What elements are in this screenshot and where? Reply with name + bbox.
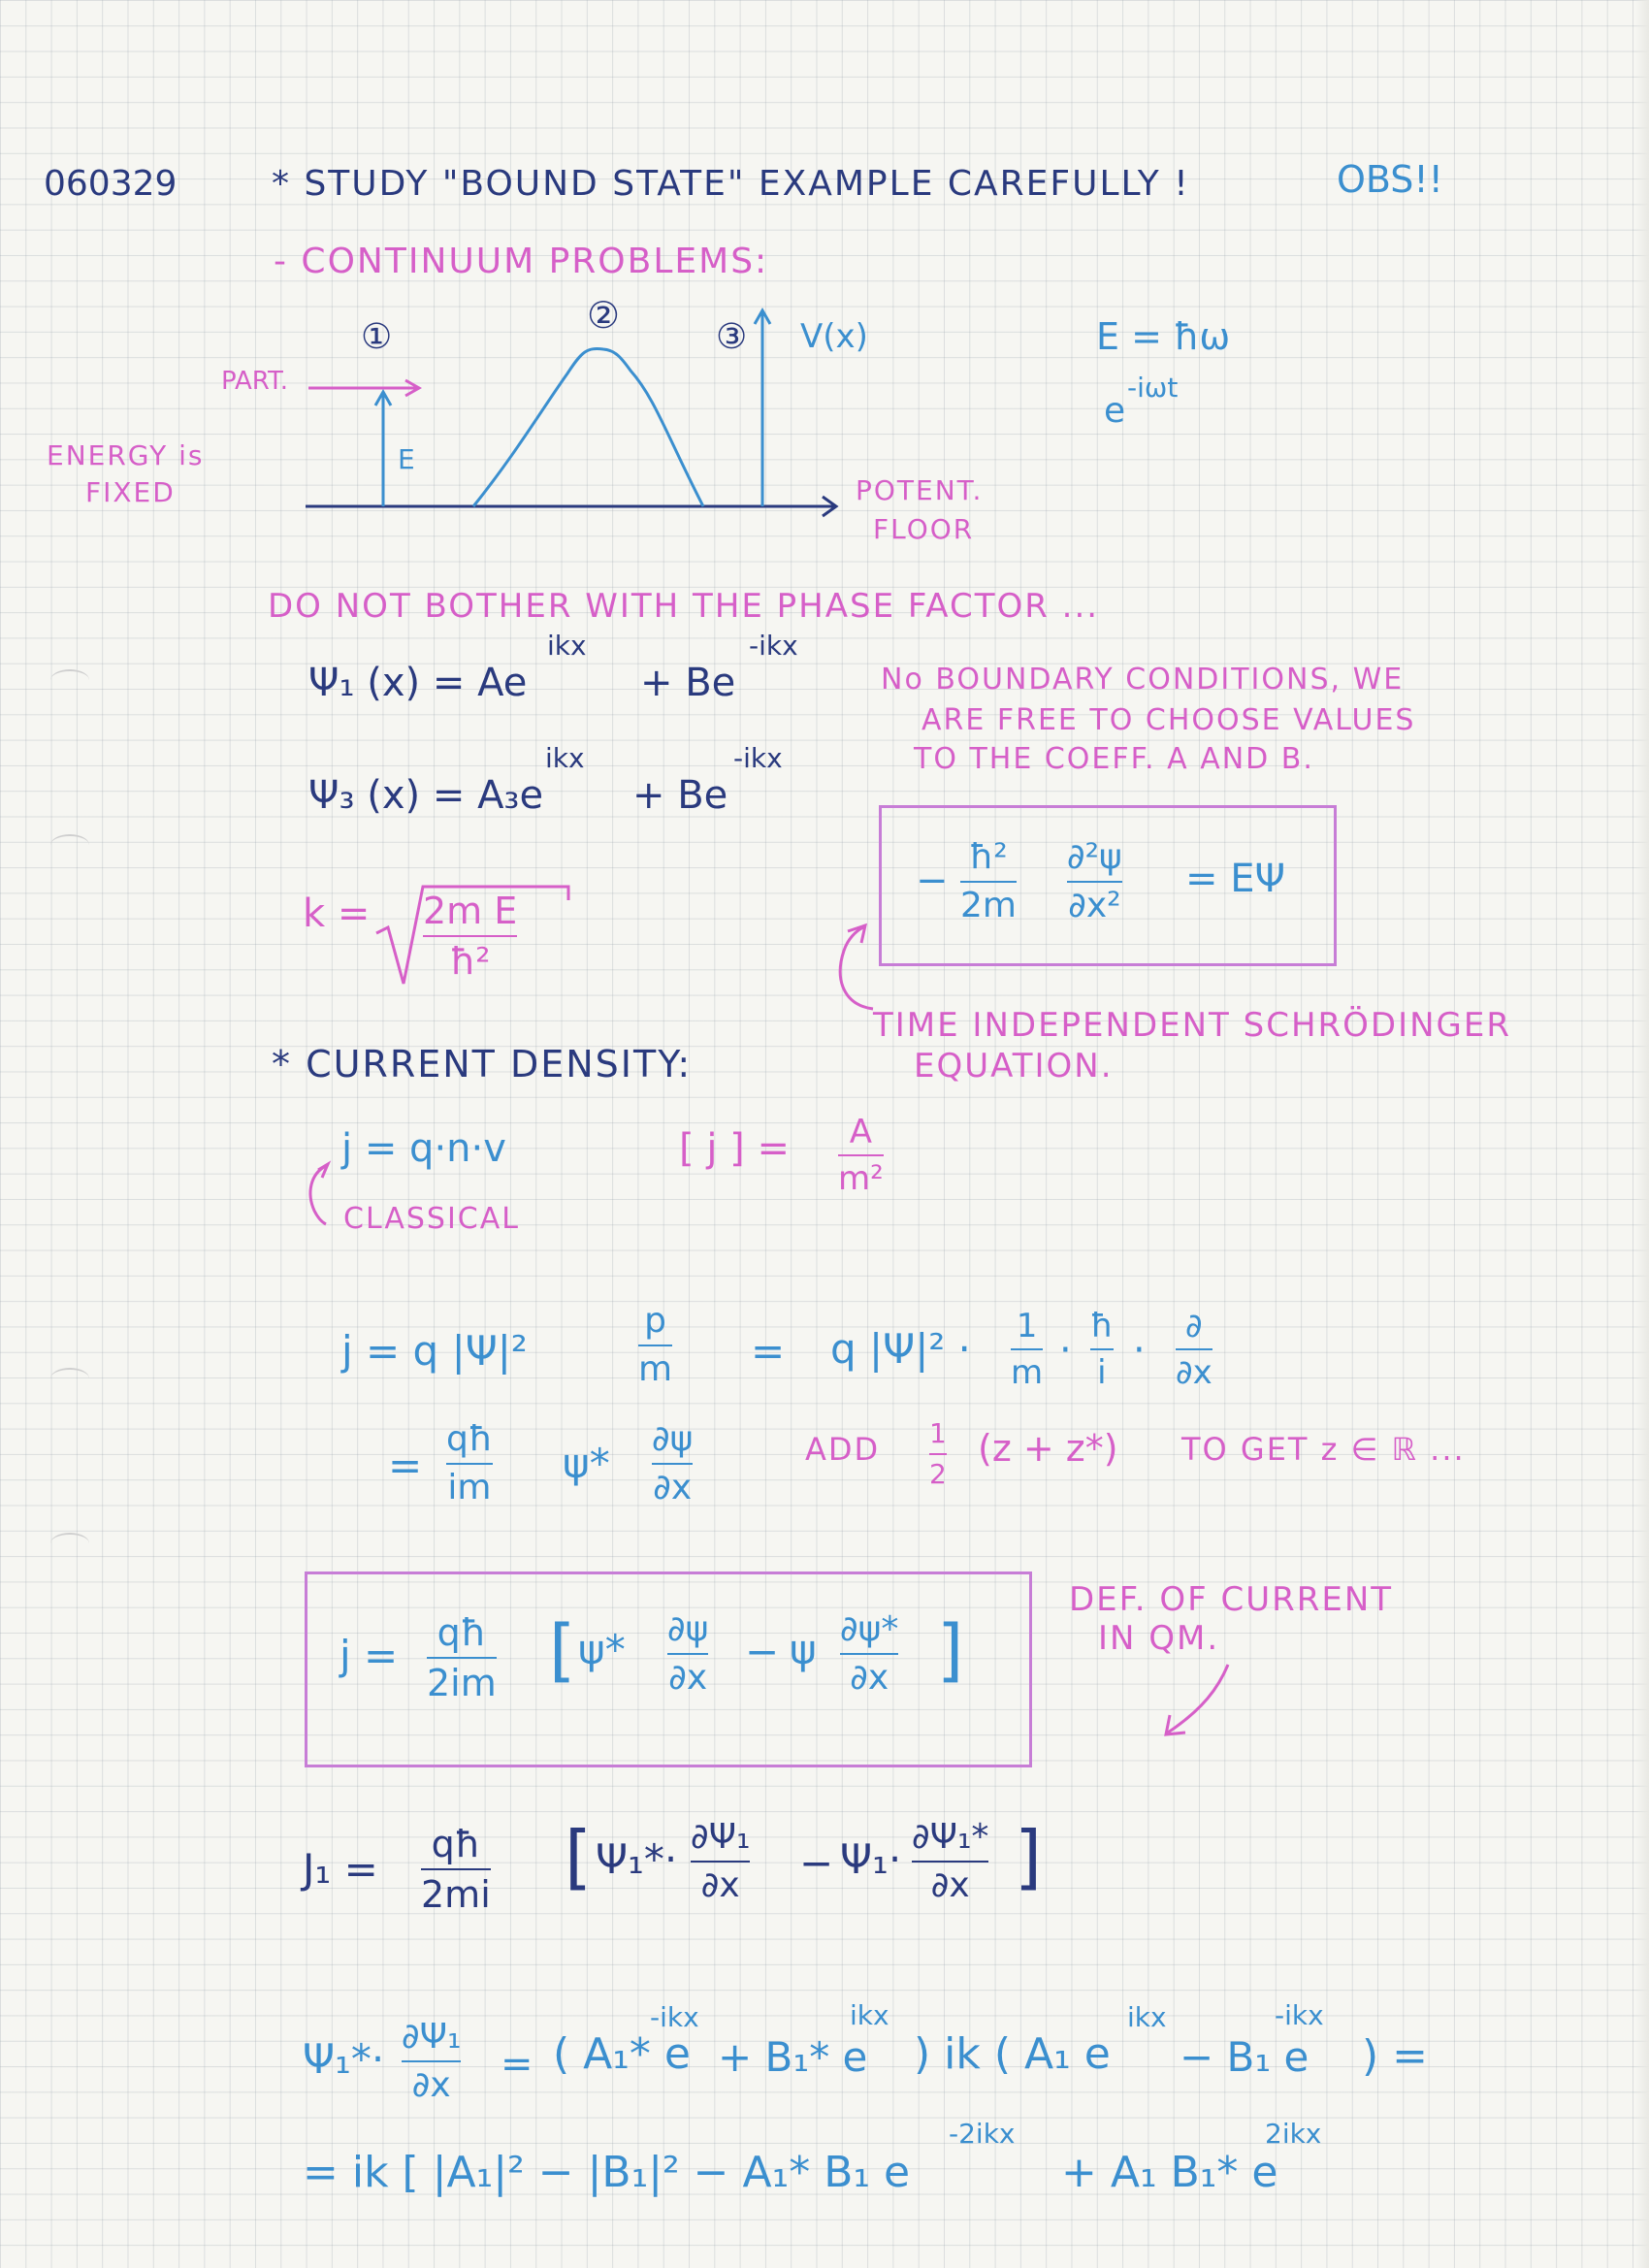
qm-dbar1 xyxy=(667,1653,708,1655)
j-eq1-m: m xyxy=(638,1349,673,1389)
qm-bar xyxy=(427,1657,497,1659)
continuum-heading: - CONTINUUM PROBLEMS: xyxy=(274,242,769,281)
energy-label: E xyxy=(398,443,415,475)
half-fraction xyxy=(929,1417,947,1490)
expand1-derivative xyxy=(402,2017,462,2105)
unit-numerator: A xyxy=(849,1113,872,1151)
half-num: 1 xyxy=(929,1417,947,1449)
binder-hole xyxy=(50,1368,89,1389)
phase-factor: e xyxy=(1104,391,1126,431)
region-3-label: ③ xyxy=(716,317,748,357)
j1-2mi: 2mi xyxy=(421,1873,491,1916)
j1-term2: Ψ₁· xyxy=(840,1835,902,1883)
qm-label1: DEF. OF CURRENT xyxy=(1069,1580,1394,1619)
qm-psi-star: ψ* xyxy=(578,1626,626,1673)
j1-dpsi1: ∂Ψ₁ xyxy=(691,1817,751,1857)
j-eq1-bar-2 xyxy=(1090,1348,1114,1350)
psi3-lhs: Ψ₃ (x) = A₃e xyxy=(308,773,544,818)
half-bar xyxy=(929,1453,947,1455)
j-eq2-psi-star: ψ* xyxy=(563,1440,610,1487)
j-eq2-im: im xyxy=(447,1468,492,1507)
j-eq1-rhs: q |Ψ|² · xyxy=(830,1325,971,1373)
classical-label: CLASSICAL xyxy=(343,1202,520,1236)
binder-hole xyxy=(50,669,89,691)
date: 060329 xyxy=(44,164,178,204)
half-den: 2 xyxy=(929,1458,947,1490)
j-eq2-bar xyxy=(446,1463,493,1465)
j-eq1-partial-x: ∂x xyxy=(1176,1353,1212,1392)
psi1-mid: + Be xyxy=(640,661,736,705)
j-eq1-hbar: ħ xyxy=(1090,1307,1114,1345)
j-eq2-dbar xyxy=(652,1463,693,1465)
schrodinger-2m: 2m xyxy=(960,886,1017,925)
j-eq1-p: p xyxy=(644,1301,666,1341)
qm-derivative1 xyxy=(667,1609,709,1698)
schrodinger-hbar-fraction xyxy=(960,837,1017,925)
qm-psi: ψ xyxy=(790,1626,817,1673)
potential-label: V(x) xyxy=(800,317,868,356)
j1-dx1: ∂x xyxy=(700,1865,740,1905)
schrodinger-label2: EQUATION. xyxy=(914,1047,1114,1085)
j-eq1-equals: = xyxy=(751,1327,786,1375)
qm-dpsi-star: ∂ψ* xyxy=(840,1609,899,1649)
obs-note: OBS!! xyxy=(1337,158,1443,201)
phase-exponent: -iωt xyxy=(1127,372,1179,404)
qm-derivative2 xyxy=(840,1609,899,1698)
j1-open-bracket: [ xyxy=(565,1816,593,1897)
psi3-exp1: ikx xyxy=(545,742,585,774)
expand1-dpsi1: ∂Ψ₁ xyxy=(402,2017,462,2057)
k-lhs: k = xyxy=(303,891,371,936)
energy-fixed-line1: ENERGY is xyxy=(47,439,205,471)
schrodinger-bar2 xyxy=(1067,881,1122,883)
j1-fraction xyxy=(421,1823,491,1916)
j1-dx2: ∂x xyxy=(930,1865,970,1905)
study-note: * STUDY "BOUND STATE" EXAMPLE CAREFULLY ! xyxy=(272,164,1190,204)
j1-close-bracket: ] xyxy=(1015,1816,1043,1897)
expand1-b-exp: ikx xyxy=(850,1999,889,2031)
schrodinger-bar1 xyxy=(960,881,1017,883)
j-eq1-hbar-over-i xyxy=(1090,1307,1114,1392)
qm-close-bracket: ] xyxy=(937,1610,964,1690)
expand1-equals: = xyxy=(501,2042,534,2087)
expand2-exp1: -2ikx xyxy=(949,2118,1016,2150)
binder-hole xyxy=(50,1533,89,1554)
schrodinger-derivative xyxy=(1067,837,1122,925)
expand1-ik: ) ik ( A₁ e xyxy=(914,2029,1111,2079)
qm-label-arrow xyxy=(1154,1659,1251,1746)
psi1-exp2: -ikx xyxy=(749,630,798,662)
psi1-exp1: ikx xyxy=(547,630,587,662)
schrodinger-hbar: ħ² xyxy=(969,837,1008,877)
floor-axis xyxy=(306,497,836,516)
j-eq1-bar-1 xyxy=(1011,1348,1043,1350)
unit-bar xyxy=(838,1154,884,1156)
j1-term1: Ψ₁*· xyxy=(596,1835,678,1883)
j-eq2-derivative xyxy=(652,1419,694,1507)
expand1-a: ( A₁* e xyxy=(553,2029,691,2079)
qm-dpsi: ∂ψ xyxy=(667,1609,709,1649)
psi3-exp2: -ikx xyxy=(733,742,783,774)
j-eq2-dx: ∂x xyxy=(653,1468,693,1507)
current-heading: * CURRENT DENSITY: xyxy=(272,1043,693,1085)
expand1-end: ) = xyxy=(1362,2031,1429,2081)
expand2-mid: + A₁ B₁* e xyxy=(1061,2148,1278,2197)
j-eq1-bar-3 xyxy=(1176,1348,1212,1350)
j1-dpsi1-star: ∂Ψ₁* xyxy=(912,1817,989,1857)
qm-qhbar: qħ xyxy=(436,1611,487,1654)
k-fraction xyxy=(423,890,518,983)
j-eq1-one: 1 xyxy=(1016,1307,1038,1345)
j-eq1-derivative xyxy=(1176,1307,1212,1392)
qm-2im: 2im xyxy=(427,1662,497,1704)
qm-dx2: ∂x xyxy=(850,1658,889,1698)
j-eq1-bar-p xyxy=(638,1345,672,1346)
j1-lhs: J₁ = xyxy=(303,1845,378,1893)
energy-fixed-line2: FIXED xyxy=(85,476,176,508)
qm-label2: IN QM. xyxy=(1098,1619,1220,1658)
phase-note: DO NOT BOTHER WITH THE PHASE FACTOR ... xyxy=(268,587,1100,626)
qm-j-lhs: j = xyxy=(340,1632,399,1679)
potential-axis xyxy=(755,310,770,506)
j1-derivative2 xyxy=(912,1817,989,1905)
j-eq1-partial: ∂ xyxy=(1185,1307,1203,1345)
schrodinger-label1: TIME INDEPENDENT SCHRÖDINGER xyxy=(873,1006,1512,1045)
expand1-b: + B₁* e xyxy=(718,2033,868,2081)
energy-equation: E = ħω xyxy=(1096,315,1231,358)
k-numerator: 2m E xyxy=(423,890,518,932)
j-eq2-qhbar: qħ xyxy=(446,1419,493,1459)
j1-qhbar: qħ xyxy=(431,1823,481,1865)
unit-denominator: m² xyxy=(838,1159,884,1198)
qm-minus: − xyxy=(745,1628,780,1675)
j1-derivative1 xyxy=(691,1817,751,1905)
psi1-lhs: Ψ₁ (x) = Ae xyxy=(308,661,528,705)
classical-pointer xyxy=(297,1160,336,1238)
boundary-line2: ARE FREE TO CHOOSE VALUES xyxy=(922,703,1416,737)
j-eq1-i: i xyxy=(1097,1353,1107,1392)
j-eq2-dpsi: ∂ψ xyxy=(652,1419,694,1459)
j-eq1-dot2: · xyxy=(1133,1328,1146,1373)
expand2-exp2: 2ikx xyxy=(1265,2118,1322,2150)
j-eq1-dot1: · xyxy=(1059,1328,1072,1373)
particle-arrow xyxy=(308,380,419,396)
qm-fraction xyxy=(427,1611,497,1704)
to-get-real: TO GET z ∈ ℝ ... xyxy=(1181,1431,1466,1468)
j1-minus: − xyxy=(799,1839,834,1887)
schrodinger-minus: − xyxy=(916,859,949,903)
expand1-d-exp: -ikx xyxy=(1275,1999,1324,2031)
z-plus-zstar: (z + z*) xyxy=(978,1427,1118,1470)
barrier-curve xyxy=(473,349,703,506)
j-eq2-equals: = xyxy=(388,1442,423,1489)
add-note: ADD xyxy=(805,1431,881,1468)
k-denominator: ħ² xyxy=(449,940,491,983)
expand1-d: − B₁ e xyxy=(1180,2033,1310,2081)
particle-label: PART. xyxy=(221,367,289,396)
j1-bar xyxy=(421,1868,491,1870)
binder-hole xyxy=(50,834,89,856)
potential-diagram xyxy=(0,0,1649,582)
expand1-dx: ∂x xyxy=(411,2065,451,2105)
schrodinger-rhs: = EΨ xyxy=(1185,857,1285,901)
qm-open-bracket: [ xyxy=(549,1610,576,1690)
qm-dx1: ∂x xyxy=(668,1658,708,1698)
boundary-line1: No BOUNDARY CONDITIONS, WE xyxy=(881,663,1405,697)
k-fraction-bar xyxy=(423,935,517,937)
expand1-term: Ψ₁*· xyxy=(303,2035,385,2083)
unit-fraction xyxy=(838,1113,884,1198)
j-eq1-lhs: j = q |Ψ|² xyxy=(341,1327,528,1375)
psi3-mid: + Be xyxy=(632,773,728,818)
region-1-label: ① xyxy=(361,317,393,357)
j-eq2-fraction xyxy=(446,1419,493,1507)
j-eq1-one-over-m xyxy=(1011,1307,1044,1392)
expand1-a-exp: -ikx xyxy=(650,2001,699,2033)
j-eq1-p-over-m xyxy=(638,1301,673,1389)
expand2-main: = ik [ |A₁|² − |B₁|² − A₁* B₁ e xyxy=(303,2148,911,2197)
qm-dbar2 xyxy=(840,1653,898,1655)
schrodinger-dx2: ∂x² xyxy=(1068,886,1121,925)
boundary-line3: TO THE COEFF. A AND B. xyxy=(914,742,1314,776)
j-eq1-m2: m xyxy=(1011,1353,1044,1392)
schrodinger-d2psi: ∂²ψ xyxy=(1067,837,1122,877)
unit-lhs: [ j ] = xyxy=(679,1126,790,1171)
j1-dbar1 xyxy=(691,1861,750,1863)
expand1-dbar xyxy=(402,2060,461,2062)
potent-floor-line2: FLOOR xyxy=(873,513,975,545)
potent-floor-line1: POTENT. xyxy=(856,474,984,506)
region-2-label: ② xyxy=(587,294,621,337)
energy-arrow xyxy=(375,392,391,506)
expand1-c-exp: ikx xyxy=(1127,2001,1167,2033)
classical-equation: j = q·n·v xyxy=(341,1126,506,1171)
j1-dbar2 xyxy=(912,1861,988,1863)
